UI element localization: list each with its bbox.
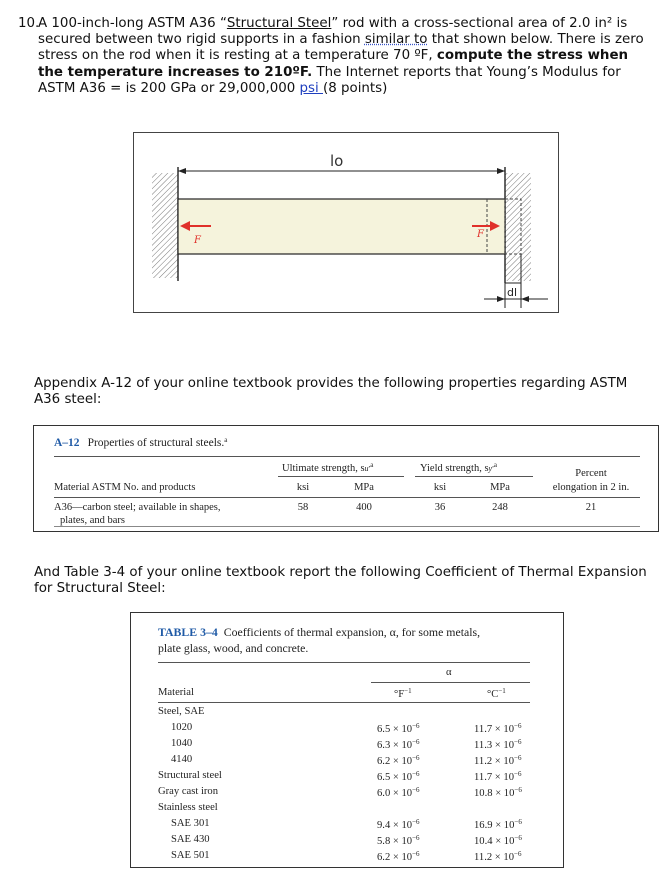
- right-support-hatch: [505, 173, 531, 281]
- text: °F: [394, 689, 405, 700]
- row-material: Steel, SAE: [158, 706, 205, 717]
- text: Ultimate strength, s: [282, 463, 365, 474]
- exponent: −6: [514, 818, 522, 826]
- header-material: Material: [158, 687, 194, 698]
- problem-line-3: [38, 48, 654, 64]
- thermal-table-title: [158, 624, 548, 656]
- header-percent: Percent: [575, 468, 607, 479]
- exponent: −6: [412, 770, 420, 778]
- bold-text: the temperature increases to 210ºF.: [38, 64, 313, 80]
- row-material: SAE 501: [171, 850, 210, 861]
- mantissa: 16.9 × 10: [474, 820, 515, 831]
- text: ” rod with a cross-sectional area of 2.0 in² is: [331, 16, 628, 31]
- length-arrow-right: [497, 168, 505, 174]
- mantissa: 11.7 × 10: [474, 772, 515, 783]
- problem-line-5: [38, 81, 654, 97]
- row-value-celsius: [474, 770, 521, 783]
- subscript: u: [364, 464, 369, 473]
- table34-line-2: for Structural Steel:: [34, 581, 166, 597]
- appendix-line-2: A36 steel:: [34, 392, 102, 408]
- value-ultimate-mpa: 400: [356, 502, 372, 513]
- row-material: SAE 430: [171, 834, 210, 845]
- row-material: 1040: [171, 738, 193, 749]
- length-label: lo: [330, 152, 344, 170]
- exponent: −6: [412, 850, 420, 858]
- exponent: −6: [412, 834, 420, 842]
- value-ultimate-ksi: 58: [297, 502, 309, 513]
- table34-paragraph: [34, 565, 654, 597]
- exponent: −6: [514, 850, 522, 858]
- footnote-mark: ,a: [368, 461, 374, 469]
- rod-diagram: [134, 133, 560, 314]
- text: that shown below. There is zero: [427, 32, 644, 48]
- exponent: −1: [404, 687, 412, 695]
- alpha-header: α: [446, 667, 452, 678]
- row-material: 1020: [171, 722, 193, 733]
- properties-table: [33, 425, 659, 532]
- problem-number: 10.: [18, 16, 40, 31]
- elongation-arrow-right: [521, 296, 529, 302]
- mantissa: 10.4 × 10: [474, 836, 515, 847]
- row-material-line-1: A36—carbon steel; available in shapes,: [54, 502, 221, 513]
- row-value-fahrenheit: [377, 818, 420, 831]
- exponent: −1: [498, 687, 506, 695]
- thermal-expansion-table: [130, 612, 564, 868]
- exponent: −6: [514, 770, 522, 778]
- mantissa: 6.5 × 10: [377, 772, 413, 783]
- problem-line-2: [38, 32, 654, 48]
- row-value-fahrenheit: [377, 738, 420, 751]
- rod-figure: [133, 132, 559, 313]
- elongation-arrow-left: [497, 296, 505, 302]
- row-material: Structural steel: [158, 770, 222, 781]
- rod: [178, 199, 505, 254]
- mantissa: 10.8 × 10: [474, 788, 515, 799]
- row-value-fahrenheit: [377, 834, 420, 847]
- exponent: −6: [514, 754, 522, 762]
- row-value-celsius: [474, 834, 522, 847]
- mantissa: 11.3 × 10: [474, 740, 515, 751]
- row-material: Gray cast iron: [158, 786, 219, 797]
- row-material: SAE 301: [171, 818, 210, 829]
- mantissa: 5.8 × 10: [377, 836, 413, 847]
- row-material: Stainless steel: [158, 802, 218, 813]
- header-mpa-ultimate: MPa: [354, 482, 374, 493]
- left-support-hatch: [152, 173, 178, 278]
- problem-line-4: [38, 65, 654, 81]
- text: A 100-inch-long ASTM A36 “: [38, 16, 227, 31]
- header-elongation: elongation in 2 in.: [552, 482, 630, 493]
- table-bottom-rule: [54, 526, 640, 527]
- header-yield-strength: [420, 461, 497, 474]
- subscript: y: [488, 464, 493, 473]
- table-code: A–12: [54, 437, 80, 449]
- exponent: −6: [412, 722, 420, 730]
- exponent: −6: [514, 722, 522, 730]
- text: The Internet reports that Young’s Modulus for: [312, 64, 621, 80]
- exponent: −6: [514, 738, 522, 746]
- text: Yield strength, s: [420, 463, 489, 474]
- appendix-paragraph: [34, 376, 654, 408]
- yield-group-rule: [415, 476, 533, 477]
- appendix-line-1: Appendix A-12 of your online textbook provides the following properties regarding ASTM: [34, 376, 628, 391]
- footnote-mark: ,a: [492, 461, 497, 469]
- table-code: TABLE 3–4: [158, 625, 218, 639]
- row-value-celsius: [474, 738, 521, 751]
- exponent: −6: [412, 818, 420, 826]
- psi-link[interactable]: psi: [299, 80, 324, 96]
- row-value-celsius: [474, 722, 521, 735]
- row-value-fahrenheit: [377, 754, 420, 767]
- mantissa: 6.0 × 10: [377, 788, 413, 799]
- force-label-right: F: [477, 229, 484, 240]
- row-value-celsius: [474, 818, 522, 831]
- row-value-fahrenheit: [377, 786, 420, 799]
- bold-text: compute the stress when: [436, 48, 629, 64]
- row-value-fahrenheit: [377, 770, 420, 783]
- header-mpa-yield: MPa: [490, 482, 510, 493]
- length-arrow-left: [178, 168, 186, 174]
- title-line-1: Coefficients of thermal expansion, α, for some metals,: [223, 625, 481, 639]
- problem-line-1: [38, 16, 654, 32]
- exponent: −6: [514, 834, 522, 842]
- title-line-2: plate glass, wood, and concrete.: [158, 641, 309, 655]
- header-ksi-ultimate: ksi: [296, 482, 310, 493]
- header-material: Material ASTM No. and products: [54, 482, 196, 493]
- row-material: 4140: [171, 754, 193, 765]
- ultimate-group-rule: [278, 476, 404, 477]
- table-header-rule: [54, 497, 640, 498]
- exponent: −6: [412, 786, 420, 794]
- header-ultimate-strength: [282, 461, 373, 474]
- exponent: −6: [412, 738, 420, 746]
- row-value-fahrenheit: [377, 722, 420, 735]
- mantissa: 9.4 × 10: [377, 820, 413, 831]
- alpha-group-rule: [371, 682, 530, 683]
- row-value-fahrenheit: [377, 850, 420, 863]
- text: secured between two rigid supports in a fashion: [38, 32, 365, 48]
- header-ksi-yield: ksi: [433, 482, 447, 493]
- similar-to-link[interactable]: similar to: [364, 32, 428, 48]
- mantissa: 6.3 × 10: [377, 740, 413, 751]
- mantissa: 11.2 × 10: [474, 852, 515, 863]
- force-label-left: F: [194, 235, 201, 246]
- table-top-rule: [54, 456, 640, 457]
- value-yield-mpa: 248: [492, 502, 508, 513]
- row-value-celsius: [474, 786, 522, 799]
- text: stress on the rod when it is resting at a temperature 70 ºF,: [38, 48, 437, 64]
- text: (8 points): [323, 80, 388, 96]
- exponent: −6: [514, 786, 522, 794]
- structural-steel-link[interactable]: Structural Steel: [226, 16, 332, 31]
- mantissa: 11.2 × 10: [474, 756, 515, 767]
- mantissa: 6.2 × 10: [377, 852, 413, 863]
- header-fahrenheit: [394, 687, 412, 700]
- value-yield-ksi: 36: [434, 502, 446, 513]
- mantissa: 11.7 × 10: [474, 724, 515, 735]
- row-material-line-2: plates, and bars: [60, 515, 126, 526]
- table-top-rule: [158, 662, 530, 663]
- problem-statement: [18, 16, 654, 97]
- mantissa: 6.5 × 10: [377, 724, 413, 735]
- value-elongation: 21: [585, 502, 597, 513]
- table-title-text: Properties of structural steels.: [87, 437, 225, 449]
- elongation-label: dl: [507, 286, 518, 299]
- row-value-celsius: [474, 754, 521, 767]
- title-footnote-mark: a: [224, 436, 228, 444]
- row-value-celsius: [474, 850, 521, 863]
- table-header-rule: [158, 702, 530, 703]
- table34-line-1: And Table 3-4 of your online textbook report the following Coefficient of Thermal Expansion: [34, 565, 647, 580]
- text: °C: [487, 689, 499, 700]
- mantissa: 6.2 × 10: [377, 756, 413, 767]
- properties-table-title: [54, 436, 227, 449]
- exponent: −6: [412, 754, 420, 762]
- header-celsius: [487, 687, 506, 700]
- text: ASTM A36 = is 200 GPa or 29,000,000: [38, 80, 300, 96]
